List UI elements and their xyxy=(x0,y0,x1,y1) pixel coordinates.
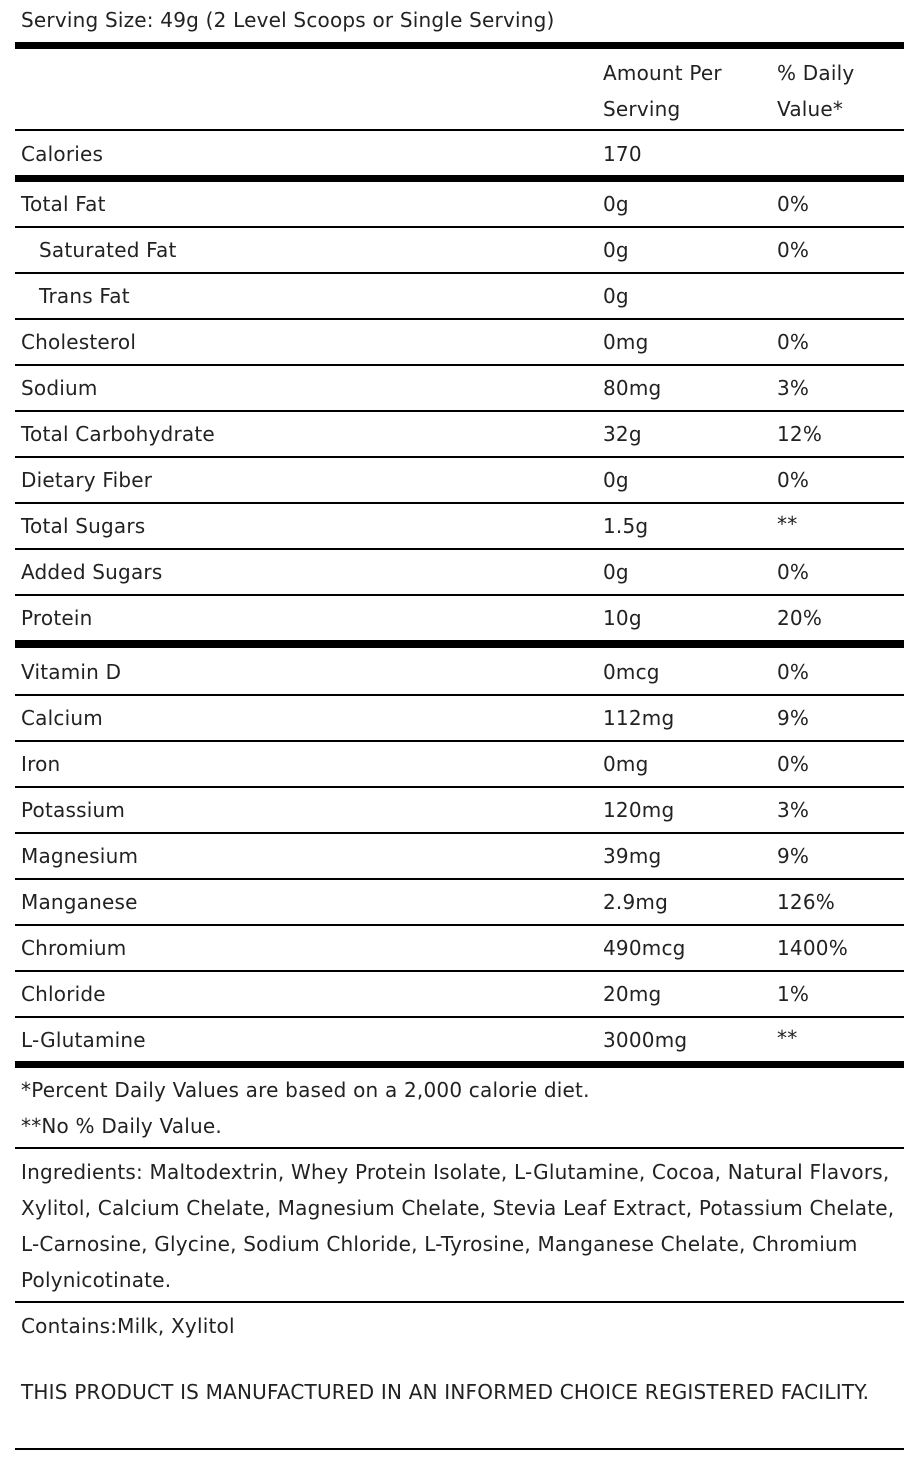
divider xyxy=(15,129,904,131)
row-name: Calcium xyxy=(21,706,103,730)
row-dv: 0% xyxy=(777,752,810,776)
ingredients-text: Ingredients: Maltodextrin, Whey Protein Isolate, L-Glutamine, Cocoa, Natural Flavors, Xylitol, Calcium Chelate, Magnesium Chelate, Stevia Leaf Extract, Potassium Chelate, L-Carnosine, Glycine, Sodium Chloride, L-Tyrosine, Manganese Chelate, Chromium Polynicotinate. xyxy=(21,1160,895,1292)
row-dv: 3% xyxy=(777,376,810,400)
row-name: L-Glutamine xyxy=(21,1028,146,1052)
divider xyxy=(15,594,904,596)
row-name: Cholesterol xyxy=(21,330,137,354)
row-dv: 9% xyxy=(777,844,810,868)
row-dv: 1% xyxy=(777,982,810,1006)
row-amount: 39mg xyxy=(603,844,662,868)
row-dv: 0% xyxy=(777,330,810,354)
row-amount: 1.5g xyxy=(603,514,649,538)
row-dv: 12% xyxy=(777,422,823,446)
divider xyxy=(15,364,904,366)
row-name: Potassium xyxy=(21,798,126,822)
row-dv: 9% xyxy=(777,706,810,730)
row-name: Added Sugars xyxy=(21,560,163,584)
row-dv: 0% xyxy=(777,660,810,684)
row-amount: 80mg xyxy=(603,376,662,400)
divider xyxy=(15,226,904,228)
divider-thick xyxy=(15,42,904,49)
row-amount: 3000mg xyxy=(603,1028,688,1052)
row-name: Total Sugars xyxy=(21,514,146,538)
divider xyxy=(15,786,904,788)
row-dv: 1400% xyxy=(777,936,848,960)
divider xyxy=(15,878,904,880)
row-name: Saturated Fat xyxy=(39,238,177,262)
row-amount: 20mg xyxy=(603,982,662,1006)
row-name: Chloride xyxy=(21,982,106,1006)
row-dv: 0% xyxy=(777,238,810,262)
row-name: Sodium xyxy=(21,376,98,400)
divider xyxy=(15,832,904,834)
row-name: Vitamin D xyxy=(21,660,122,684)
divider xyxy=(15,272,904,274)
row-name: Total Carbohydrate xyxy=(21,422,215,446)
facility-statement: THIS PRODUCT IS MANUFACTURED IN AN INFORMED CHOICE REGISTERED FACILITY. xyxy=(21,1380,870,1404)
row-amount: 120mg xyxy=(603,798,675,822)
row-amount: 0g xyxy=(603,192,629,216)
row-amount: 0g xyxy=(603,468,629,492)
row-amount: 0mg xyxy=(603,330,649,354)
divider xyxy=(15,318,904,320)
row-amount: 112mg xyxy=(603,706,675,730)
row-name: Magnesium xyxy=(21,844,139,868)
header-amount-line2: Serving xyxy=(603,97,681,121)
serving-size: Serving Size: 49g (2 Level Scoops or Single Serving) xyxy=(21,8,555,32)
row-amount: 2.9mg xyxy=(603,890,668,914)
row-name: Trans Fat xyxy=(39,284,130,308)
row-amount: 0mcg xyxy=(603,660,660,684)
divider xyxy=(15,548,904,550)
row-dv: 0% xyxy=(777,560,810,584)
row-name: Manganese xyxy=(21,890,138,914)
divider-thick xyxy=(15,640,904,648)
allergen-contains: Contains:Milk, Xylitol xyxy=(21,1314,235,1338)
row-dv: ** xyxy=(777,512,798,536)
divider xyxy=(15,456,904,458)
divider xyxy=(15,1147,904,1149)
header-dv-line1: % Daily xyxy=(777,61,855,85)
row-dv: 3% xyxy=(777,798,810,822)
divider xyxy=(15,740,904,742)
header-dv-line2: Value* xyxy=(777,97,844,121)
divider xyxy=(15,1448,904,1450)
row-name: Dietary Fiber xyxy=(21,468,153,492)
divider-thick xyxy=(15,175,904,182)
divider xyxy=(15,1301,904,1303)
row-name: Protein xyxy=(21,606,93,630)
row-amount: 32g xyxy=(603,422,642,446)
row-amount: 0g xyxy=(603,238,629,262)
row-dv: 0% xyxy=(777,468,810,492)
row-amount: 10g xyxy=(603,606,642,630)
divider-thick xyxy=(15,1061,904,1068)
row-amount: 0mg xyxy=(603,752,649,776)
divider xyxy=(15,924,904,926)
row-dv: 20% xyxy=(777,606,823,630)
divider xyxy=(15,970,904,972)
footnote-daily-values: *Percent Daily Values are based on a 2,000 calorie diet. xyxy=(21,1078,590,1102)
divider xyxy=(15,502,904,504)
row-amount: 170 xyxy=(603,142,642,166)
row-amount: 490mcg xyxy=(603,936,686,960)
row-dv: ** xyxy=(777,1026,798,1050)
divider xyxy=(15,694,904,696)
row-dv: 126% xyxy=(777,890,835,914)
row-dv: 0% xyxy=(777,192,810,216)
header-amount-line1: Amount Per xyxy=(603,61,722,85)
divider xyxy=(15,410,904,412)
row-name: Chromium xyxy=(21,936,127,960)
row-name: Total Fat xyxy=(21,192,106,216)
row-amount: 0g xyxy=(603,560,629,584)
footnote-no-daily-value: **No % Daily Value. xyxy=(21,1114,222,1138)
divider xyxy=(15,1016,904,1018)
row-amount: 0g xyxy=(603,284,629,308)
row-name: Iron xyxy=(21,752,61,776)
row-name: Calories xyxy=(21,142,104,166)
